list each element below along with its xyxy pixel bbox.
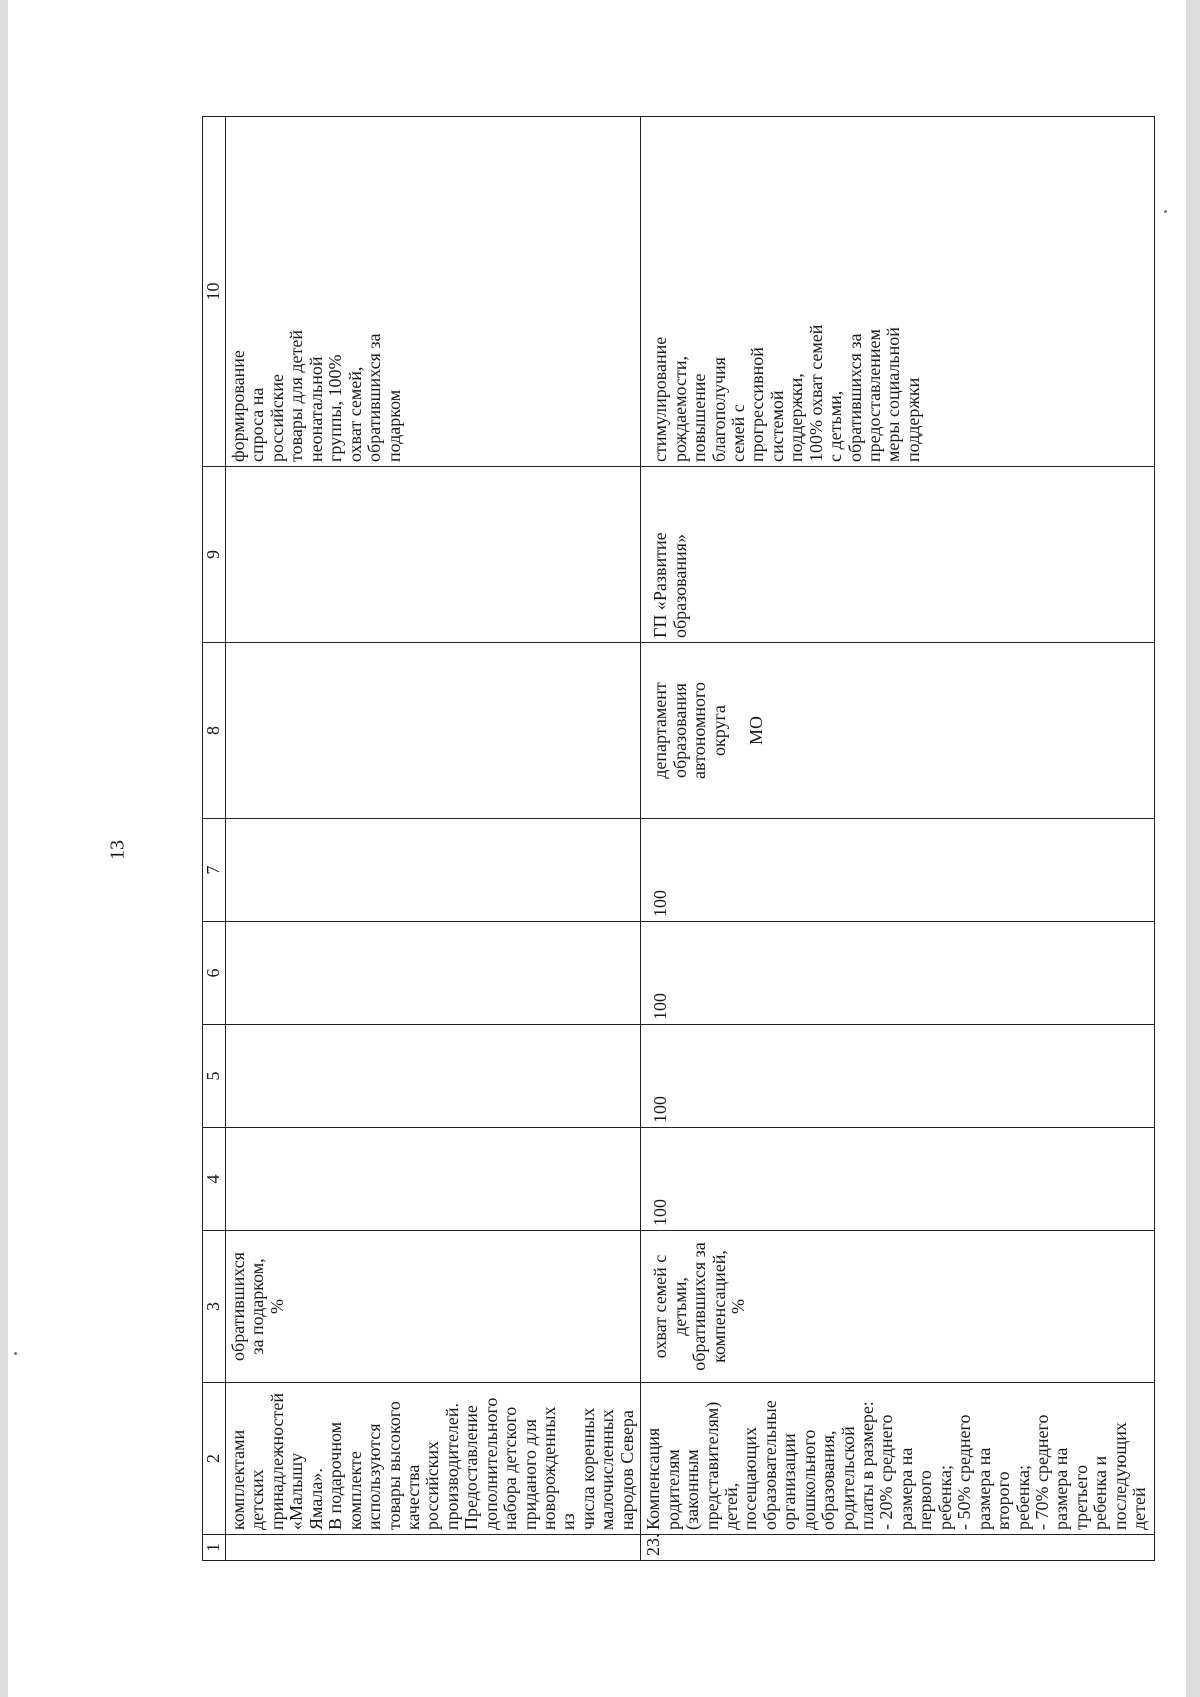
text-line: охват семей с [650,1254,671,1359]
header-cell: 5 [203,1025,226,1128]
text-line: качества [402,1464,423,1530]
text-line: группы, 100% [325,354,346,462]
text-line: спроса на [247,387,268,462]
text-line: дошкольного [798,1429,819,1530]
text-line: российские [266,373,287,462]
text-line: прогрессивной [747,347,768,462]
table-sheet [202,117,1150,1561]
page-number: 13 [106,840,129,860]
text-line: за подарком, [247,1258,268,1355]
row-number-cell: 23. [641,1535,1155,1561]
program-cell [226,467,641,643]
result-cell [641,117,1155,467]
text-line: родительской [837,1426,858,1530]
text-line: народов Севера [616,1410,637,1530]
indicator-cell [641,1231,1155,1383]
text-line: (законным [682,1449,703,1530]
value-cell [226,1128,641,1231]
spacer [729,647,747,814]
text-line: новорожденных из [539,1406,579,1530]
text-line: ГП «Развитие [650,532,671,638]
text-line: товары для детей [286,329,307,462]
text-line: детских [247,1469,268,1530]
text-line: - 70% среднего [1031,1414,1052,1530]
text-line: системой [766,390,787,462]
text-line: «Малышу Ямала». [286,1452,326,1530]
value-cell [226,819,641,922]
table-row [226,117,641,1561]
header-cell: 1 [203,1535,226,1561]
text-line: образования» [669,534,690,638]
text-line: поддержки [902,377,923,462]
text-line: меры социальной [883,327,904,462]
text-line: подарком [383,389,404,462]
text-line: размера на первого [895,1447,936,1530]
measure-name-cell [226,1383,641,1535]
text-line: приданого для [519,1419,540,1530]
text-line: компенсацией, [708,1250,729,1363]
text-line: с детьми, [825,390,846,462]
text-line: охват семей, [344,366,365,462]
text-line: числа коренных [577,1407,598,1530]
value-cell: 100 [641,1128,1155,1231]
text-line: благополучия [708,357,729,462]
text-line: повышение [689,373,710,462]
text-line: МО [745,716,766,746]
text-line: стимулирование [650,336,671,462]
row-number-cell [226,1535,641,1561]
header-cell: 4 [203,1128,226,1231]
value-cell: 100 [641,922,1155,1025]
responsible-cell [641,643,1155,819]
text-line: родителям [662,1449,683,1530]
text-line: обратившихся за [844,333,865,462]
header-cell: 8 [203,643,226,819]
text-line: комплекте [344,1451,365,1530]
measure-name-cell [641,1383,1155,1535]
header-cell: 6 [203,922,226,1025]
text-line: обратившихся за [689,1242,710,1371]
text-line: комплектами [228,1429,248,1530]
text-line: ребенка; [1012,1465,1033,1530]
text-line: формирование [228,350,248,462]
text-line: округа [708,705,729,756]
header-cell: 9 [203,467,226,643]
text-line: ребенка; [934,1465,955,1530]
text-line: детей, посещающих [720,1426,761,1530]
text-line: размера на второго [973,1447,1014,1530]
text-line: используются [364,1423,385,1530]
text-line: платы в размере: [857,1401,877,1530]
text-line: товары высокого [383,1401,404,1530]
value-cell [226,922,641,1025]
text-line: детьми, [669,1277,690,1336]
header-cell: 3 [203,1231,226,1383]
text-line: В подарочном [325,1421,346,1530]
text-line: ребенка и [1090,1455,1111,1530]
text-line: Предоставление [461,1405,482,1530]
text-line: российских [422,1440,443,1530]
header-cell: 7 [203,819,226,922]
text-line: организации [779,1433,800,1530]
document-page [8,0,1186,1697]
program-cell [641,467,1155,643]
text-line: поддержки, [786,373,807,462]
value-cell: 100 [641,1025,1155,1128]
value-cell: 100 [641,819,1155,922]
text-line: принадлежностей [266,1392,287,1530]
table-row [641,117,1155,1561]
result-cell [226,117,641,467]
text-line: малочисленных [597,1409,618,1530]
text-line: обратившихся [228,1252,248,1361]
text-line: образования, [818,1430,839,1530]
value-cell [226,1025,641,1128]
rotated-table-wrapper [202,117,1150,1561]
text-line: производителей. [441,1403,462,1530]
responsible-cell [226,643,641,819]
text-line: % [266,1299,287,1314]
text-line: дополнительного [480,1397,501,1530]
text-line: департамент [650,682,671,779]
text-line: 100% охват семей [805,324,826,462]
text-line: - 20% среднего [876,1414,897,1530]
text-line: предоставлением [864,329,884,462]
measures-table [202,116,1155,1561]
text-line: % [727,1299,748,1314]
text-line: автономного [689,682,710,779]
text-line: размера на третьего [1051,1447,1091,1530]
text-line: обратившихся за [364,333,385,462]
text-line: рождаемости, [669,356,690,462]
scan-speck [14,1352,17,1355]
text-line: образования [669,683,690,778]
header-row [203,117,226,1561]
text-line: образовательные [759,1400,780,1530]
text-line: семей с [727,404,748,462]
text-line: Компенсация [643,1427,664,1530]
scan-speck [1164,210,1167,213]
text-line: - 50% среднего [954,1414,975,1530]
text-line: неонатальной [305,356,326,462]
text-line: набора детского [500,1406,521,1530]
text-line: последующих детей [1109,1422,1150,1530]
indicator-cell [226,1231,641,1383]
text-line: представителям) [701,1401,722,1530]
header-cell: 2 [203,1383,226,1535]
header-cell: 10 [203,117,226,467]
